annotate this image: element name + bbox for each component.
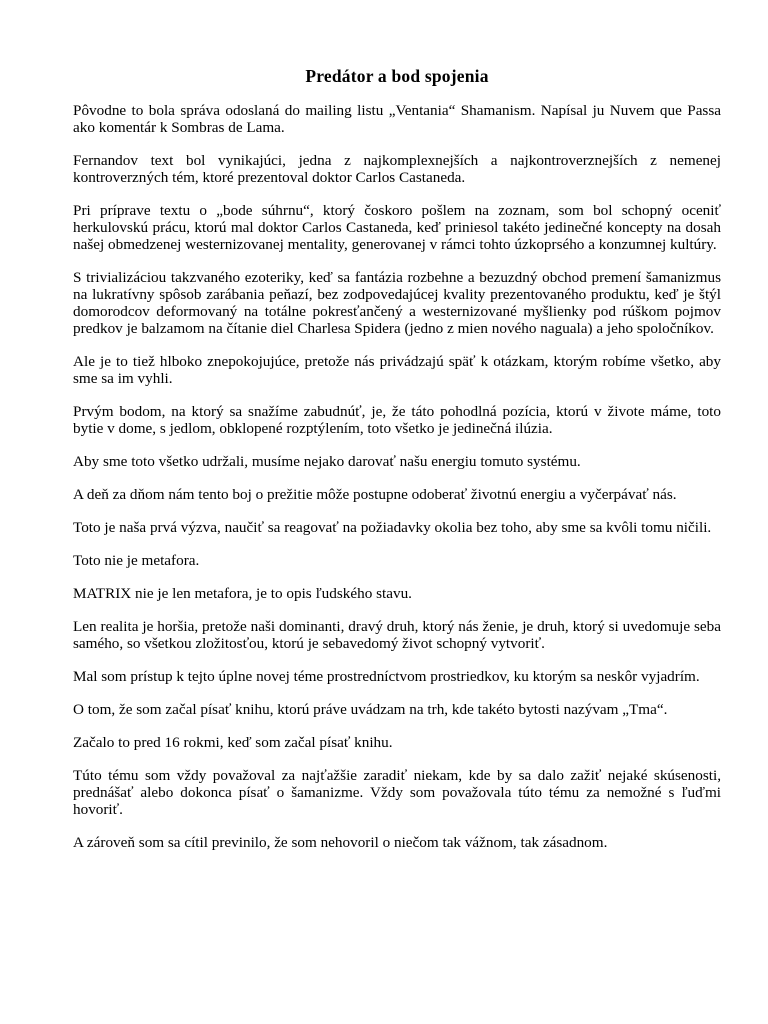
paragraph: Pri príprave textu o „bode súhrnu“, ktorý čoskoro pošlem na zoznam, som bol schopný oceniť herkulovskú prácu, ktorú mal doktor Carlos Castaneda, keď priniesol takéto jedinečné koncepty na dosah našej obmedzenej westernizovanej mentality, generovanej v rámci tohto úzkoprsého a konzumnej kultúry. — [73, 202, 721, 253]
paragraph: A zároveň som sa cítil previnilo, že som nehovoril o niečom tak vážnom, tak zásadnom. — [73, 834, 608, 851]
paragraph: Toto nie je metafora. — [73, 552, 200, 569]
paragraph: Toto je naša prvá výzva, naučiť sa reagovať na požiadavky okolia bez toho, aby sme sa kvôli tomu ničili. — [73, 519, 712, 536]
paragraph: Mal som prístup k tejto úplne novej téme prostredníctvom prostriedkov, ku ktorým sa neskôr vyjadrím. — [73, 668, 700, 685]
paragraph: O tom, že som začal písať knihu, ktorú práve uvádzam na trh, kde takéto bytosti nazývam „Tma“. — [73, 701, 668, 718]
document-page — [73, 66, 721, 867]
paragraph: MATRIX nie je len metafora, je to opis ľudského stavu. — [73, 585, 412, 602]
paragraph: A deň za dňom nám tento boj o prežitie môže postupne odoberať životnú energiu a vyčerpávať nás. — [73, 486, 677, 503]
paragraph: Fernandov text bol vynikajúci, jedna z najkomplexnejších a najkontroverznejších z nemenej kontroverzných tém, ktoré prezentoval doktor Carlos Castaneda. — [73, 152, 721, 186]
paragraph: S trivializáciou takzvaného ezoteriky, keď sa fantázia rozbehne a bezuzdný obchod premení šamanizmus na lukratívny spôsob zarábania peňazí, bez zodpovedajúcej kvality prezentovaného produktu, keď je štýl domorodcov deformovaný na totálne pokresťančený a westernizované myšlienky pod rúškom pojmov predkov je balzamom na čítanie diel Charlesa Spidera (jedno z mien nového naguala) a jeho spoločníkov. — [73, 269, 721, 337]
paragraph: Pôvodne to bola správa odoslaná do mailing listu „Ventania“ Shamanism. Napísal ju Nuvem que Passa ako komentár k Sombras de Lama. — [73, 102, 721, 136]
document-title: Predátor a bod spojenia — [305, 66, 489, 86]
paragraph: Len realita je horšia, pretože naši dominanti, dravý druh, ktorý nás ženie, je druh, ktorý si uvedomuje seba samého, so všetkou zložitosťou, ktorú je sebavedomý život schopný vytvoriť. — [73, 618, 721, 652]
paragraph: Túto tému som vždy považoval za najťažšie zaradiť niekam, kde by sa dalo zažiť nejaké skúsenosti, prednášať alebo dokonca písať o šamanizme. Vždy som považovala túto tému za nemožné s ľuďmi hovoriť. — [73, 767, 721, 818]
paragraph: Ale je to tiež hlboko znepokojujúce, pretože nás privádzajú späť k otázkam, ktorým robíme všetko, aby sme sa im vyhli. — [73, 353, 721, 387]
paragraph: Prvým bodom, na ktorý sa snažíme zabudnúť, je, že táto pohodlná pozícia, ktorú v živote máme, toto bytie v dome, s jedlom, obklopené rozptýlením, toto všetko je jedinečná ilúzia. — [73, 403, 721, 437]
paragraph: Aby sme toto všetko udržali, musíme nejako darovať našu energiu tomuto systému. — [73, 453, 581, 470]
paragraph: Začalo to pred 16 rokmi, keď som začal písať knihu. — [73, 734, 393, 751]
